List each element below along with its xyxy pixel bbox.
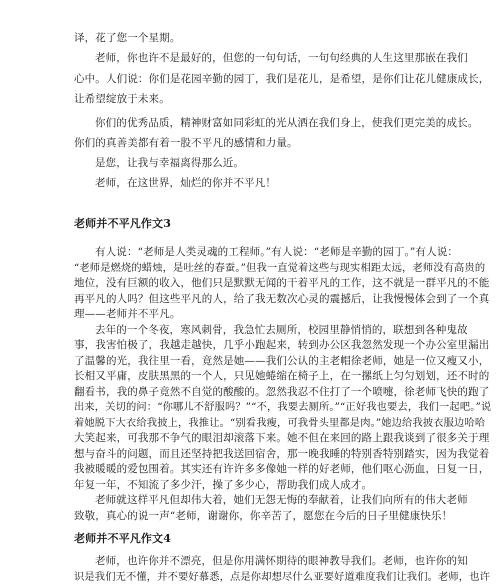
paragraph-line: 出来，关切的问：“你哪儿不舒服吗？”“不，我要去厕所。”“正好我也要去，我们一起吧。”说 <box>74 401 492 413</box>
paragraph-line: 了温馨的光，我往里一看，竟然是她——我们公认的主老帽徐老师，她是一位又瘦又小， <box>74 354 490 367</box>
paragraph-line: 译，花了您一个星期。 <box>74 32 181 44</box>
paragraph-line: 年复一年，不知流了多少汗，操了多少心，帮助我们成人成才。 <box>74 478 373 491</box>
paragraph-line: 再平凡的人吗？但这些平凡的人，给了我无数次心灵的震撼后，让我慢慢体会到了一个真 <box>74 292 490 305</box>
paragraph-line: 想与奋斗的问题，而且还坚持把我送回宿舍，那一晚我睡的特别香特别踏实，因为我觉着 <box>74 447 490 460</box>
paragraph-line: 老师，你也许不是最好的，但您的一句句话，一句句经典的人生这里那嵌在我们 <box>95 52 468 64</box>
section-heading: 老师并不平凡作文4 <box>74 532 172 545</box>
paragraph-line: 翻看书，我的鼻子竟然不自觉的酸酸的。忽然我忍不住打了一个喷嚏，徐老师飞快的跑了 <box>74 385 490 398</box>
paragraph-line: 老师，也许你并不漂亮，但是你用满怀期待的眼神教导我们。老师，也许你的知 <box>95 555 468 567</box>
paragraph-line: 是您，让我与幸福离得那么近。 <box>95 157 245 169</box>
paragraph-line: 地位，没有巨额的收入，他们只是默默无闻的干着平凡的工作，这不就是一群平凡的不能 <box>74 277 490 289</box>
paragraph-line: 长相又平庸，皮肤黑黑的一个人，只见她蜷缩在椅子上，在一摞纸上匀匀划划，还不时的 <box>74 370 490 382</box>
paragraph-line: 事，我害怕极了，我越走越快，几乎小跑起来，转到办公区我忽然发现一个办公室里漏出 <box>74 339 490 351</box>
paragraph-line: 你们的优秀品质，精神财富如同彩虹的光从洒在我们身上，使我们更完美的成长。 <box>95 117 479 129</box>
paragraph-line: 我被暖暖的爱包围着。其实还有许许多多像她一样的好老师，他们呕心沥血，日复一日， <box>74 463 490 475</box>
paragraph-line: 老师就这样平凡但却伟大着，她们无怨无悔的奉献着，让我们向所有的伟大老师 <box>95 494 468 506</box>
paragraph-line: “老师是燃烧的蜡烛，是吐丝的春蚕。”但我一直觉着这些与现实相距太远，老师没有高贵的 <box>74 261 486 274</box>
paragraph-line: 有人说：“老师是人类灵魂的工程师。”有人说：“老师是辛勤的园丁。”有人说： <box>95 246 459 258</box>
paragraph-line: 你们的真善美都有着一股不平凡的感情和力量。 <box>74 137 298 149</box>
paragraph-line: 识是我们无不懂，并不要好慕悉，点是你却想尽什么亚要好道难度我们让我们。老师，也许 <box>74 570 491 583</box>
paragraph-line: 大笑起来，可我那不争气的眼泪却滚落下来。她不但在来回的路上跟我谈到了很多关于理 <box>74 432 490 444</box>
paragraph-line: 致敬，真心的说一声“老师，谢谢你，你辛苦了，愿您在今后的日子里健康快乐！ <box>74 509 453 522</box>
paragraph-line: 理——老师并不平凡。 <box>74 308 181 320</box>
paragraph-line: 心中。人们说：你们是花园辛勤的园丁，我们是花儿，是希望，是你们让花儿健康成长， <box>74 73 490 85</box>
section-heading: 老师并不平凡作文3 <box>74 217 172 230</box>
paragraph-line: 老师，在这世界，灿烂的你并不平凡！ <box>95 177 277 189</box>
paragraph-line: 去年的一个冬夜，寒风刺骨，我急忙去厕所，校园里静悄悄的，联想到各种鬼故 <box>95 323 468 336</box>
paragraph-line: 着她脱下大衣给我披上，我推让。“别看我瘦，可我骨头里都是肉。”她边给我披衣服边哈哈 <box>74 416 486 429</box>
paragraph-line: 让希望绽放于未来。 <box>74 93 170 105</box>
